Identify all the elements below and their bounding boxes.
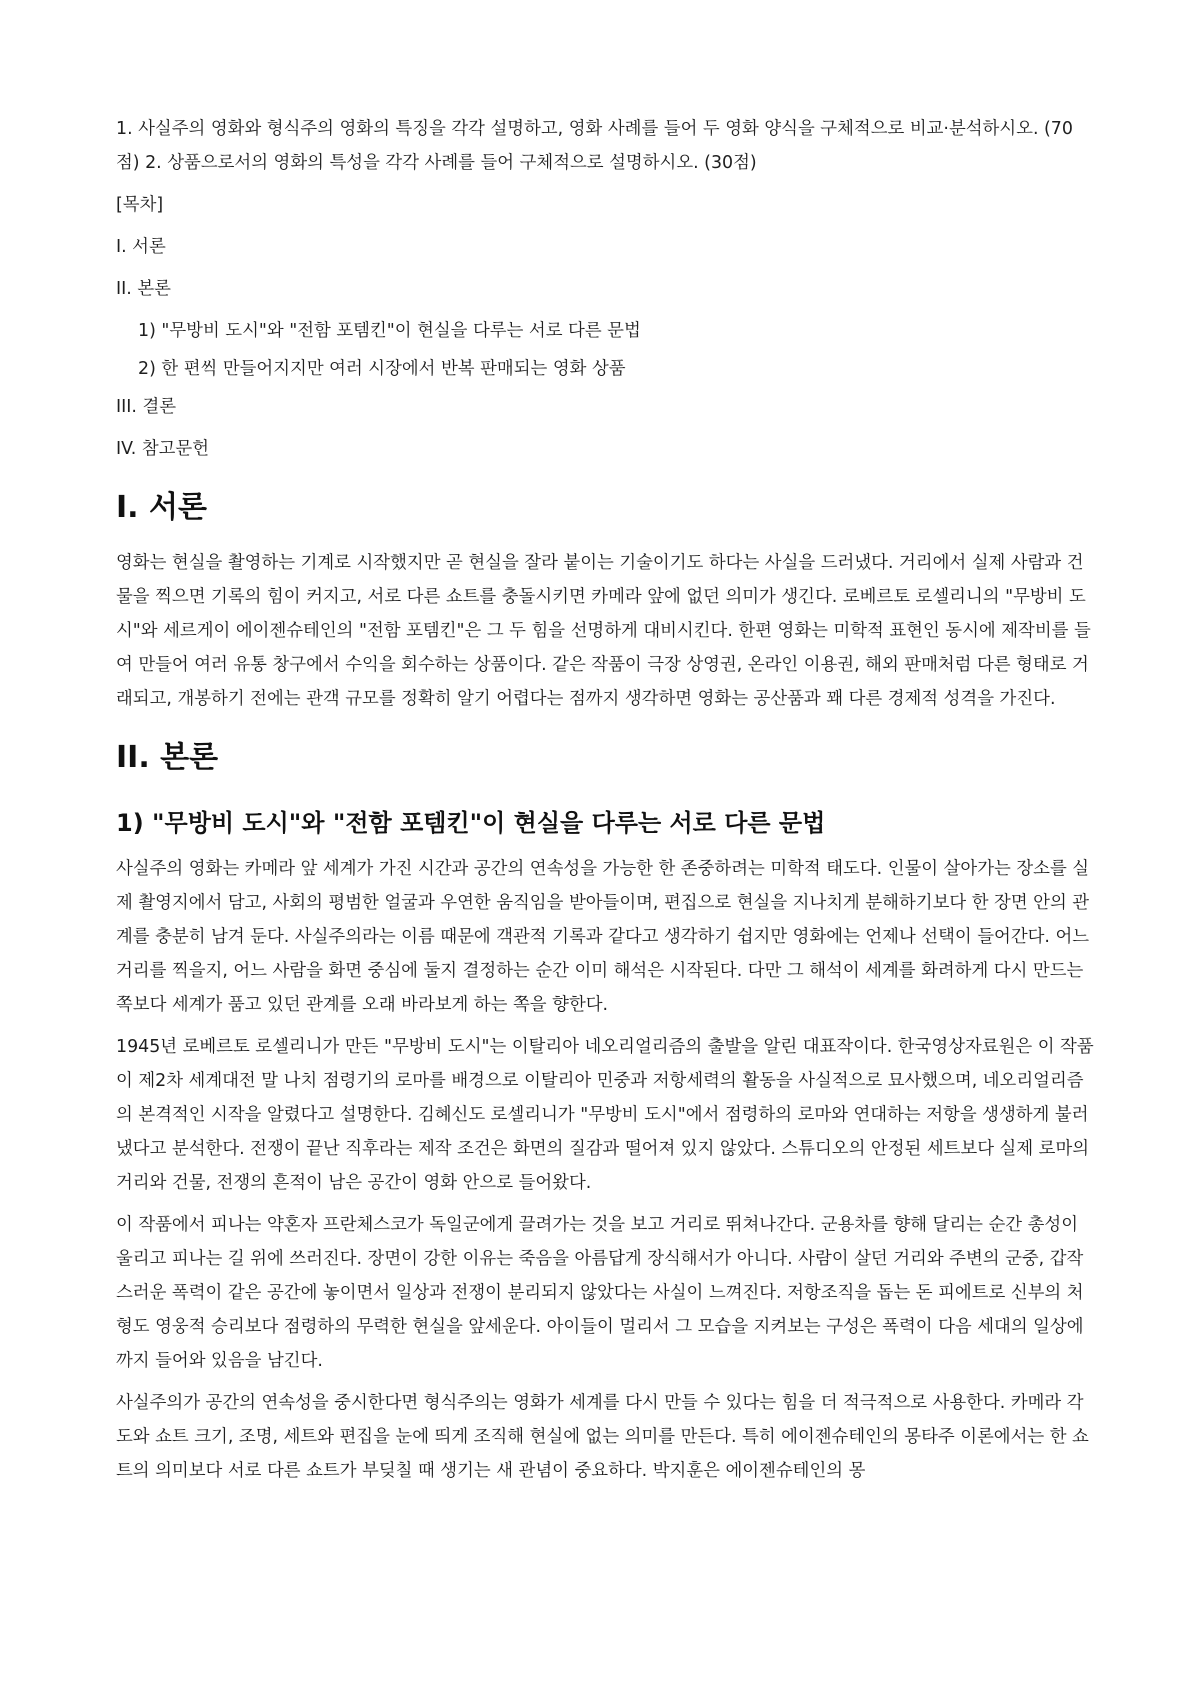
table-of-contents bbox=[116, 188, 1096, 466]
subsection-heading: 1) "무방비 도시"와 "전함 포템킨"이 현실을 다루는 서로 다른 문법 bbox=[116, 809, 826, 837]
body-paragraph: 사실주의 영화는 카메라 앞 세계가 가진 시간과 공간의 연속성을 가능한 한 존중하려는 미학적 태도다. 인물이 살아가는 장소를 실제 촬영지에서 담고, 사회의 평범한 얼굴과 우연한 움직임을 받아들이며, 편집으로 현실을 지나치게 분해하기보다 한 장면 안의 관계를 충분히 남겨 둔다. 사실주의라는 이름 때문에 객관적 기록과 같다고 생각하기 쉽지만 영화에는 언제나 선택이 들어간다. 어느 거리를 찍을지, 어느 사람을 화면 중심에 둘지 결정하는 순간 이미 해석은 시작된다. 다만 그 해석이 세계를 화려하게 다시 만드는 쪽보다 세계가 품고 있던 관계를 오래 바라보게 하는 쪽을 향한다. bbox=[116, 859, 1090, 1015]
toc-item: II. 본론 bbox=[116, 279, 171, 299]
body-paragraph: 1945년 로베르토 로셀리니가 만든 "무방비 도시"는 이탈리아 네오리얼리즘의 출발을 알린 대표작이다. 한국영상자료원은 이 작품이 제2차 세계대전 말 나치 점령기의 로마를 배경으로 이탈리아 민중과 저항세력의 활동을 사실적으로 묘사했으며, 네오리얼리즘의 본격적인 시작을 알렸다고 설명한다. 김혜신도 로셀리니가 "무방비 도시"에서 점령하의 로마와 연대하는 저항을 생생하게 불러냈다고 분석한다. 전쟁이 끝난 직후라는 제작 조건은 화면의 질감과 떨어져 있지 않았다. 스튜디오의 안정된 세트보다 실제 로마의 거리와 건물, 전쟁의 흔적이 남은 공간이 영화 안으로 들어왔다. bbox=[116, 1037, 1094, 1193]
toc-item: I. 서론 bbox=[116, 237, 166, 257]
section-heading: I. 서론 bbox=[116, 490, 207, 525]
assignment-question: 1. 사실주의 영화와 형식주의 영화의 특징을 각각 설명하고, 영화 사례를 들어 두 영화 양식을 구체적으로 비교·분석하시오. (70점) 2. 상품으로서의 영화의 특성을 각각 사례를 들어 구체적으로 설명하시오. (30점) bbox=[116, 119, 1073, 173]
body-paragraph: 영화는 현실을 촬영하는 기계로 시작했지만 곧 현실을 잘라 붙이는 기술이기도 하다는 사실을 드러냈다. 거리에서 실제 사람과 건물을 찍으면 기록의 힘이 커지고, 서로 다른 쇼트를 충돌시키면 카메라 앞에 없던 의미가 생긴다. 로베르토 로셀리니의 "무방비 도시"와 세르게이 에이젠슈테인의 "전함 포템킨"은 그 두 힘을 선명하게 대비시킨다. 한편 영화는 미학적 표현인 동시에 제작비를 들여 만들어 여러 유통 창구에서 수익을 회수하는 상품이다. 같은 작품이 극장 상영권, 온라인 이용권, 해외 판매처럼 다른 형태로 거래되고, 개봉하기 전에는 관객 규모를 정확히 알기 어렵다는 점까지 생각하면 영화는 공산품과 꽤 다른 경제적 성격을 가진다. bbox=[116, 553, 1091, 709]
section-body bbox=[116, 738, 1096, 1488]
toc-item: IV. 참고문헌 bbox=[116, 439, 210, 459]
body-paragraph: 사실주의가 공간의 연속성을 중시한다면 형식주의는 영화가 세계를 다시 만들 수 있다는 힘을 더 적극적으로 사용한다. 카메라 각도와 쇼트 크기, 조명, 세트와 편집을 눈에 띄게 조직해 현실에 없는 의미를 만든다. 특히 에이젠슈테인의 몽타주 이론에서는 한 쇼트의 의미보다 서로 다른 쇼트가 부딪칠 때 생기는 새 관념이 중요하다. 박지훈은 에이젠슈테인의 몽 bbox=[116, 1393, 1089, 1481]
toc-subitem: 2) 한 편씩 만들어지지만 여러 시장에서 반복 판매되는 영화 상품 bbox=[138, 359, 626, 379]
toc-list bbox=[116, 230, 1096, 466]
section-introduction bbox=[116, 488, 1096, 716]
toc-subitem: 1) "무방비 도시"와 "전함 포템킨"이 현실을 다루는 서로 다른 문법 bbox=[138, 321, 641, 341]
toc-heading: [목차] bbox=[116, 195, 164, 215]
body-paragraph: 이 작품에서 피나는 약혼자 프란체스코가 독일군에게 끌려가는 것을 보고 거리로 뛰쳐나간다. 군용차를 향해 달리는 순간 총성이 울리고 피나는 길 위에 쓰러진다. 장면이 강한 이유는 죽음을 아름답게 장식해서가 아니다. 사람이 살던 거리와 주변의 군중, 갑작스러운 폭력이 같은 공간에 놓이면서 일상과 전쟁이 분리되지 않았다는 사실이 느껴진다. 저항조직을 돕는 돈 피에트로 신부의 처형도 영웅적 승리보다 점령하의 무력한 현실을 앞세운다. 아이들이 멀리서 그 모습을 지켜보는 구성은 폭력이 다음 세대의 일상에까지 들어와 있음을 남긴다. bbox=[116, 1215, 1084, 1371]
section-heading: II. 본론 bbox=[116, 740, 219, 775]
toc-item: III. 결론 bbox=[116, 397, 177, 417]
